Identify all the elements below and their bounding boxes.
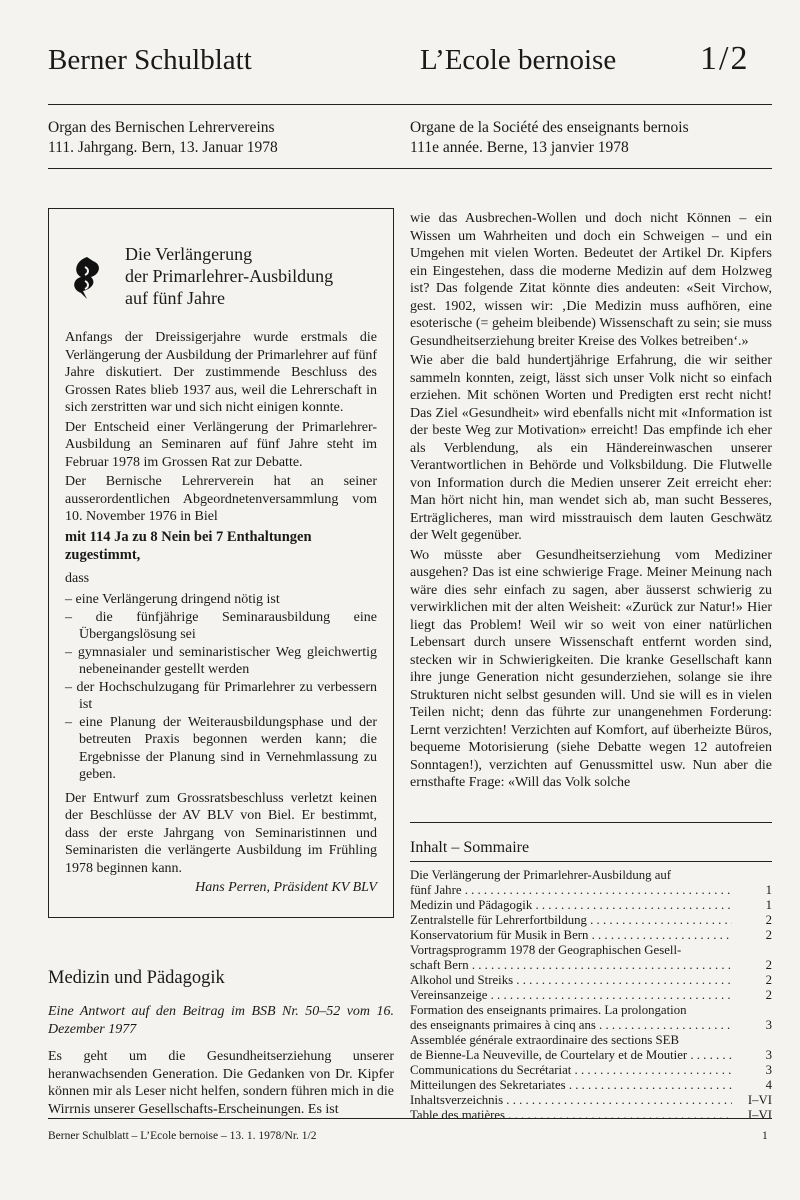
toc-entry[interactable] (410, 1078, 772, 1093)
toc-page: 4 (765, 1078, 772, 1092)
toc-entry-text: fünf Jahre . . . (410, 883, 732, 898)
paragraph: Der Bernische Lehrerverein hat an seiner ausserordentlichen Abgeordnetenversammlung vom 10. November 1976 in Biel (65, 474, 377, 524)
list-item: – gymnasialer und seminaristischer Weg gleichwertig nebeneinander gestellt werden (65, 644, 377, 677)
list-item: – der Hochschulzugang für Primarlehrer zu verbessern ist (65, 679, 377, 712)
masthead-title-de: Berner Schulblatt (48, 44, 252, 76)
toc-entry[interactable] (410, 1003, 772, 1033)
toc-entry-text: Table des matières . . . (410, 1108, 732, 1123)
toc-entry[interactable] (410, 1033, 772, 1063)
toc-entry-text: de Bienne-La Neuveville, de Courtelary et de Moutier . . . (410, 1048, 732, 1063)
toc-page: 2 (765, 913, 772, 927)
toc-entry[interactable] (410, 943, 772, 973)
toc-entry-text: des enseignants primaires à cinq ans . . . (410, 1018, 732, 1033)
toc-page: 3 (765, 1048, 772, 1062)
toc-entry-text: Communications du Secrétariat . . . (410, 1063, 732, 1078)
title-line: auf fünf Jahre (125, 288, 225, 308)
toc-entry-lead: Vortragsprogramm 1978 der Geographischen Gesell- (410, 943, 682, 957)
organ-info-fr (410, 118, 689, 158)
toc-entry[interactable] (410, 973, 772, 988)
toc-entry-text: schaft Bern . . . (410, 958, 732, 973)
article-continuation (410, 210, 772, 794)
toc-page: 3 (765, 1063, 772, 1077)
page-number: 1 (762, 1130, 768, 1142)
organ-info-de (48, 118, 278, 158)
masthead-rule (48, 104, 772, 105)
paragraph: Wo müsste aber Gesundheitserziehung vom Mediziner ausgehen? Das ist eine schwierige Frage. Meiner Meinung nach wäre dies sehr einfach zu sagen, aber äusserst schwierig zu verwirklichen mit der alten Weisheit: «Zurück zur Natur!» Hier liegt das Problem! Weil wir so weit von einer natürlichen Lebensart durch unsere Wissenschaft entfernt worden sind, stecken wir in Schwierigkeiten. Die kranke Gesellschaft kann ihre junge Generation nicht gesunderziehen, solange sie ihre Strukturen nicht selbst gesunden will. Und sie will es in vielen Teilen nicht; denn das führte zur unangenehmen Forderung: Lernt verzichten! Verzichten auf Komfort, auf überheizte Büros, bequeme Motorisierung (siehe Debatte wegen 12 autofreien Sonntagen!), verzichten auf Genussmittel usw. Nun aber die ernsthafte Frage: «Will das Volk solche (410, 547, 772, 790)
organ-line: Organe de la Société des enseignants bernois (410, 119, 689, 136)
article-subtitle: Eine Antwort auf den Beitrag im BSB Nr. 50–52 vom 16. Dezember 1977 (48, 1004, 394, 1037)
table-of-contents (410, 822, 772, 1123)
toc-entry[interactable] (410, 1108, 772, 1123)
title-line: der Primarlehrer-Ausbildung (125, 266, 334, 286)
issue-number: 1/2 (700, 40, 750, 77)
toc-entry-text: Alkohol und Streiks . . . (410, 973, 732, 988)
toc-entry-lead: Die Verlängerung der Primarlehrer-Ausbildung auf (410, 868, 672, 882)
toc-page: I–VI (747, 1093, 772, 1107)
signature: Hans Perren, Präsident KV BLV (195, 880, 377, 895)
toc-page: 2 (765, 958, 772, 972)
resolution-list (65, 591, 377, 784)
toc-page: 1 (765, 883, 772, 897)
article-heading: Medizin und Pädagogik (48, 968, 225, 988)
header-rule (48, 168, 772, 169)
toc-page: 3 (765, 1018, 772, 1032)
toc-entry-lead: Formation des enseignants primaires. La prolongation (410, 1003, 687, 1017)
toc-entry-text: Inhaltsverzeichnis . . . (410, 1093, 732, 1108)
toc-page: 2 (765, 928, 772, 942)
paragraph: Der Entwurf zum Grossratsbeschluss verletzt keinen der Beschlüsse der AV BLV von Biel. Er bestimmt, dass der erste Jahrgang von Seminaristinnen und Seminaristen die verlängerte Ausbildung im Frühling 1978 beginnen kann. (65, 790, 377, 876)
announcement-box (48, 208, 394, 918)
title-line: Die Verlängerung (125, 244, 253, 264)
list-item: – die fünfjährige Seminarausbildung eine Übergangslösung sei (65, 609, 377, 642)
page-footer: Berner Schulblatt – L’Ecole bernoise – 13. 1. 1978/Nr. 1/2 (48, 1130, 317, 1142)
toc-entry[interactable] (410, 928, 772, 943)
footer-rule (48, 1118, 772, 1119)
vote-result: mit 114 Ja zu 8 Nein bei 7 Enthaltungen zugestimmt, (65, 528, 312, 563)
toc-entry[interactable] (410, 913, 772, 928)
article-medizin (48, 968, 394, 1118)
toc-entry[interactable] (410, 898, 772, 913)
organ-line: 111. Jahrgang. Bern, 13. Januar 1978 (48, 139, 278, 156)
paragraph: dass (65, 570, 90, 586)
toc-entry-text: Konservatorium für Musik in Bern . . . (410, 928, 732, 943)
organ-line: Organ des Bernischen Lehrervereins (48, 119, 275, 136)
toc-page: 1 (765, 898, 772, 912)
toc-entry[interactable] (410, 988, 772, 1003)
toc-entry[interactable] (410, 868, 772, 898)
announcement-title (125, 243, 377, 309)
organ-line: 111e année. Berne, 13 janvier 1978 (410, 139, 629, 156)
toc-entry-text: Medizin und Pädagogik . . . (410, 898, 732, 913)
toc-entry-text: Vereinsanzeige . . . (410, 988, 732, 1003)
toc-entry-lead: Assemblée générale extraordinaire des sections SEB (410, 1033, 679, 1047)
paragraph: wie das Ausbrechen-Wollen und doch nicht Können – ein Wissen um Wahrheiten und doch ein Schweigen – und ein Umgehen mit vielen Worten. Bedeutet der Artikel Dr. Kipfers ein Eingestehen, dass die moderne Medizin auf dem Holzweg ist? Das folgende Zitat könnte dies andeuten: «Seit Virchow, gest. 1902, wissen wir: ‚Die Medizin muss aufhören, eine esoterische (= geheim bleibende) Wissenschaft zu sein; sie muss Gesundheitserziehung breiter Kreise des Volkes betreiben‘.» (410, 211, 772, 349)
association-logo-icon (67, 253, 107, 303)
paragraph: Anfangs der Dreissigerjahre wurde erstmals die Verlängerung der Ausbildung der Primarlehrer auf fünf Jahre diskutiert. Der zustimmende Beschluss des Grossen Rates blieb 1937 aus, weil die Lehrerschaft in sich zerstritten war und sich nicht einigen konnte. (65, 330, 377, 415)
toc-entry-text: Zentralstelle für Lehrerfortbildung . . . (410, 913, 732, 928)
toc-entry[interactable] (410, 1093, 772, 1108)
masthead-title-fr: L’Ecole bernoise (420, 44, 617, 76)
toc-entry[interactable] (410, 1063, 772, 1078)
toc-title: Inhalt – Sommaire (410, 822, 772, 862)
toc-page: 2 (765, 988, 772, 1002)
list-item: – eine Verlängerung dringend nötig ist (65, 592, 280, 607)
paragraph: Der Entscheid einer Verlängerung der Primarlehrer-Ausbildung an Seminaren auf fünf Jahre steht im Februar 1978 im Grossen Rat zur Debatte. (65, 419, 377, 470)
paragraph: Es geht um die Gesundheitserziehung unserer heranwachsenden Generation. Die Gedanken von Dr. Kipfer können mir als Leser nicht helfen, sondern führen mich in die Wirrnis unserer Gesellschafts-Erscheinungen. Es ist (48, 1049, 394, 1117)
paragraph: Wie aber die bald hundertjährige Erfahrung, die wir seither sammeln konnten, zeigt, lässt sich unser Volk nicht so einfach erziehen. Mit schönen Worten und Predigten erst recht nicht! Das Ziel «Gesundheit» wird ebenfalls nicht mit «Information ist der beste Weg zur Motivation» erreicht! Das empfinde ich eher als Verblendung, als ein Händereinwaschen unserer Verantwortlichen in Behörde und Volksbildung. Die Flutwelle von Information durch die Medien unserer Zeit erreicht eher: Man hört nicht hin, man wendet sich ab, man sucht Besseres, Erträglicheres, man wird misstrauisch dem lauten Geschwätz der Welt gegenüber. (410, 353, 772, 543)
toc-page: 2 (765, 973, 772, 987)
toc-entry-text: Mitteilungen des Sekretariates . . . (410, 1078, 732, 1093)
toc-page: I–VI (747, 1108, 772, 1122)
list-item: – eine Planung der Weiterausbildungsphase und der betreuten Praxis begonnen werden kann; die Ergebnisse der Planung sind in Vernehmlassung zu geben. (65, 714, 377, 782)
